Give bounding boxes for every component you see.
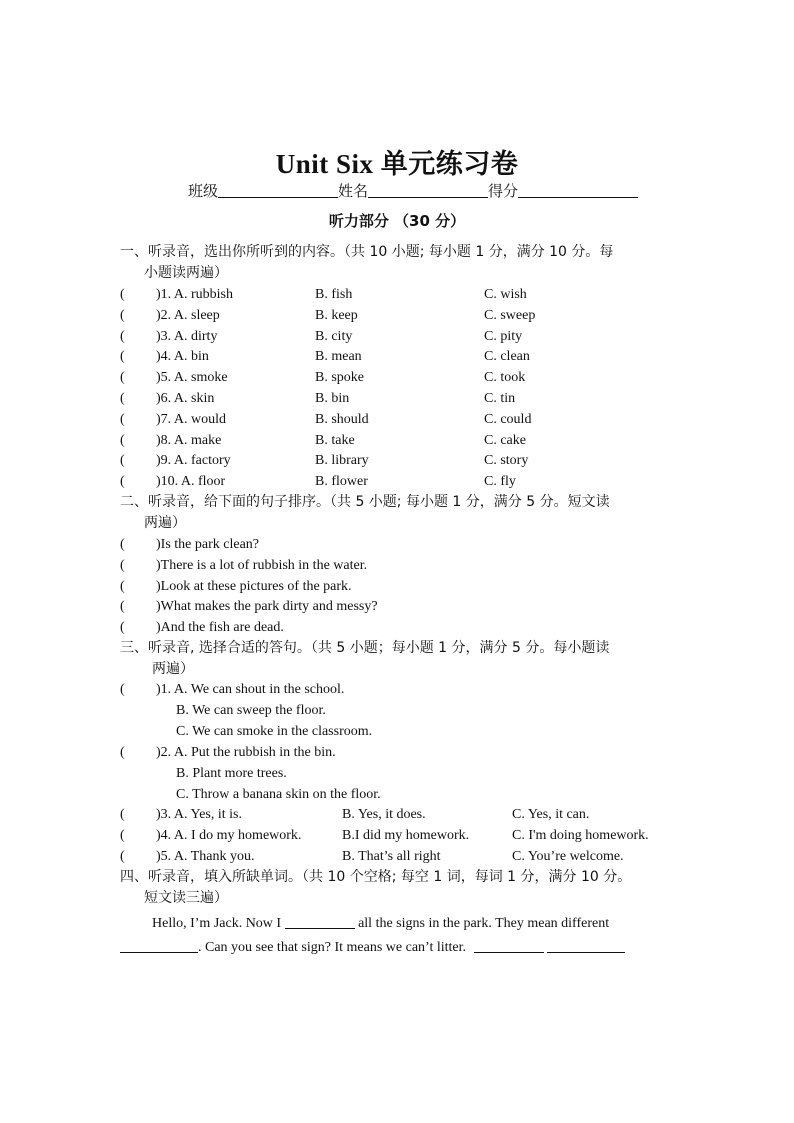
option-a: )7. A. would [156,411,226,427]
option-c: C. You’re welcome. [512,848,624,864]
sentence-text: )What makes the park dirty and messy? [156,599,378,615]
class-label: 班级 [188,182,219,200]
option-c: C. tin [484,391,516,406]
option-c: C. pity [484,328,523,344]
part1-heading [120,242,680,284]
part3-heading [120,638,680,680]
option-a: )4. A. bin [156,349,209,365]
option-b: B. library [315,453,369,469]
option-a: )3. A. Yes, it is. [156,807,242,822]
option-b: B. should [315,411,369,427]
worksheet-title: Unit Six 单元练习卷 [275,149,519,179]
option-c: C. cake [484,432,526,448]
option-a: )10. A. floor [156,474,226,490]
answer-bracket[interactable]: ( [120,682,125,697]
option-b: B. city [315,328,353,344]
class-blank[interactable] [218,183,338,198]
part3-q1-option-c: C. We can smoke in the classroom. [176,724,373,739]
sentence-text: )Look at these pictures of the park. [156,578,352,594]
part4-heading [120,867,680,909]
option-c: C. wish [484,287,527,302]
sentence-text: )And the fish are dead. [156,620,284,636]
option-c: C. I'm doing homework. [512,827,649,843]
option-a: )5. A. Thank you. [156,848,255,864]
score-label: 得分 [488,182,519,200]
passage-text-3: . Can you see that sign? It means we can’t litter. [198,940,467,955]
answer-bracket[interactable]: ( [120,349,125,365]
sentence-text: )There is a lot of rubbish in the water. [156,557,368,573]
option-b: B. That’s all right [342,848,441,864]
option-b: B. keep [315,307,358,323]
option-c: C. clean [484,349,530,365]
option-a: )5. A. smoke [156,370,228,386]
option-b: B. mean [315,349,362,365]
part3-q2-option-c: C. Throw a banana skin on the floor. [176,787,381,802]
answer-bracket[interactable]: ( [120,411,125,427]
option-a: )9. A. factory [156,453,231,469]
name-label: 姓名 [338,182,369,200]
part3-q1-option-b: B. We can sweep the floor. [176,703,326,718]
part3-heading-line1: 三、听录音, 选择合适的答句。（共 5 小题；每小题 1 分，满分 5 分。每小题读 [120,640,610,656]
sentence-text: )Is the park clean? [156,537,259,552]
part2-heading [120,492,680,534]
part3-q1-option-a: )1. A. We can shout in the school. [156,682,345,697]
answer-bracket[interactable]: ( [120,474,125,490]
option-b: B. bin [315,391,350,406]
answer-bracket[interactable]: ( [120,620,125,636]
answer-bracket[interactable]: ( [120,827,125,843]
answer-bracket[interactable]: ( [120,807,125,822]
name-blank[interactable] [368,183,488,198]
part4-passage [120,912,668,960]
answer-bracket[interactable]: ( [120,453,125,469]
score-blank[interactable] [518,183,638,198]
option-b: B. take [315,432,355,448]
passage-text-2: all the signs in the park. They mean different [358,916,610,931]
answer-bracket[interactable]: ( [120,557,125,573]
part4-heading-line2: 短文读三遍） [144,890,228,906]
answer-bracket[interactable]: ( [120,328,125,344]
answer-bracket[interactable]: ( [120,578,125,594]
part4-heading-line1: 四、听录音，填入所缺单词。（共 10 个空格; 每空 1 词，每词 1 分，满分 10 分。 [120,869,632,885]
option-a: )3. A. dirty [156,328,218,344]
listening-section-title: 听力部分 （30 分） [328,212,466,230]
part2-heading-line2: 两遍） [144,515,186,531]
passage-blank-3[interactable] [474,938,544,953]
part3-heading-line2: 两遍） [152,661,194,677]
option-c: C. Yes, it can. [512,807,590,822]
answer-bracket[interactable]: ( [120,287,125,302]
option-b: B.I did my homework. [342,827,470,843]
part3-q2-option-b: B. Plant more trees. [176,766,287,781]
option-a: )8. A. make [156,432,222,448]
option-c: C. story [484,453,529,469]
passage-blank-1[interactable] [285,914,355,929]
answer-bracket[interactable]: ( [120,745,125,760]
option-c: C. could [484,411,532,427]
answer-bracket[interactable]: ( [120,307,125,323]
option-b: B. spoke [315,370,364,386]
option-a: )4. A. I do my homework. [156,827,302,843]
answer-bracket[interactable]: ( [120,537,125,552]
option-a: )6. A. skin [156,391,215,406]
part2-heading-line1: 二、听录音，给下面的句子排序。（共 5 小题; 每小题 1 分，满分 5 分。短文读 [120,494,610,510]
answer-bracket[interactable]: ( [120,370,125,386]
student-info-line [188,180,638,201]
answer-bracket[interactable]: ( [120,599,125,615]
passage-blank-2[interactable] [120,938,198,953]
part1-heading-line2: 小题读两遍） [144,265,228,281]
option-c: C. took [484,370,526,386]
option-b: B. flower [315,474,368,490]
passage-text-1: Hello, I’m Jack. Now I [152,916,282,931]
answer-bracket[interactable]: ( [120,432,125,448]
option-c: C. fly [484,474,516,490]
answer-bracket[interactable]: ( [120,391,125,406]
passage-blank-4[interactable] [547,938,625,953]
option-b: B. Yes, it does. [342,807,426,822]
part1-heading-line1: 一、听录音，选出你所听到的内容。（共 10 小题; 每小题 1 分，满分 10 分。每 [120,244,614,260]
option-a: )1. A. rubbish [156,287,233,302]
option-a: )2. A. sleep [156,307,220,323]
option-b: B. fish [315,287,353,302]
option-c: C. sweep [484,307,536,323]
answer-bracket[interactable]: ( [120,848,125,864]
part3-q2-option-a: )2. A. Put the rubbish in the bin. [156,745,336,760]
